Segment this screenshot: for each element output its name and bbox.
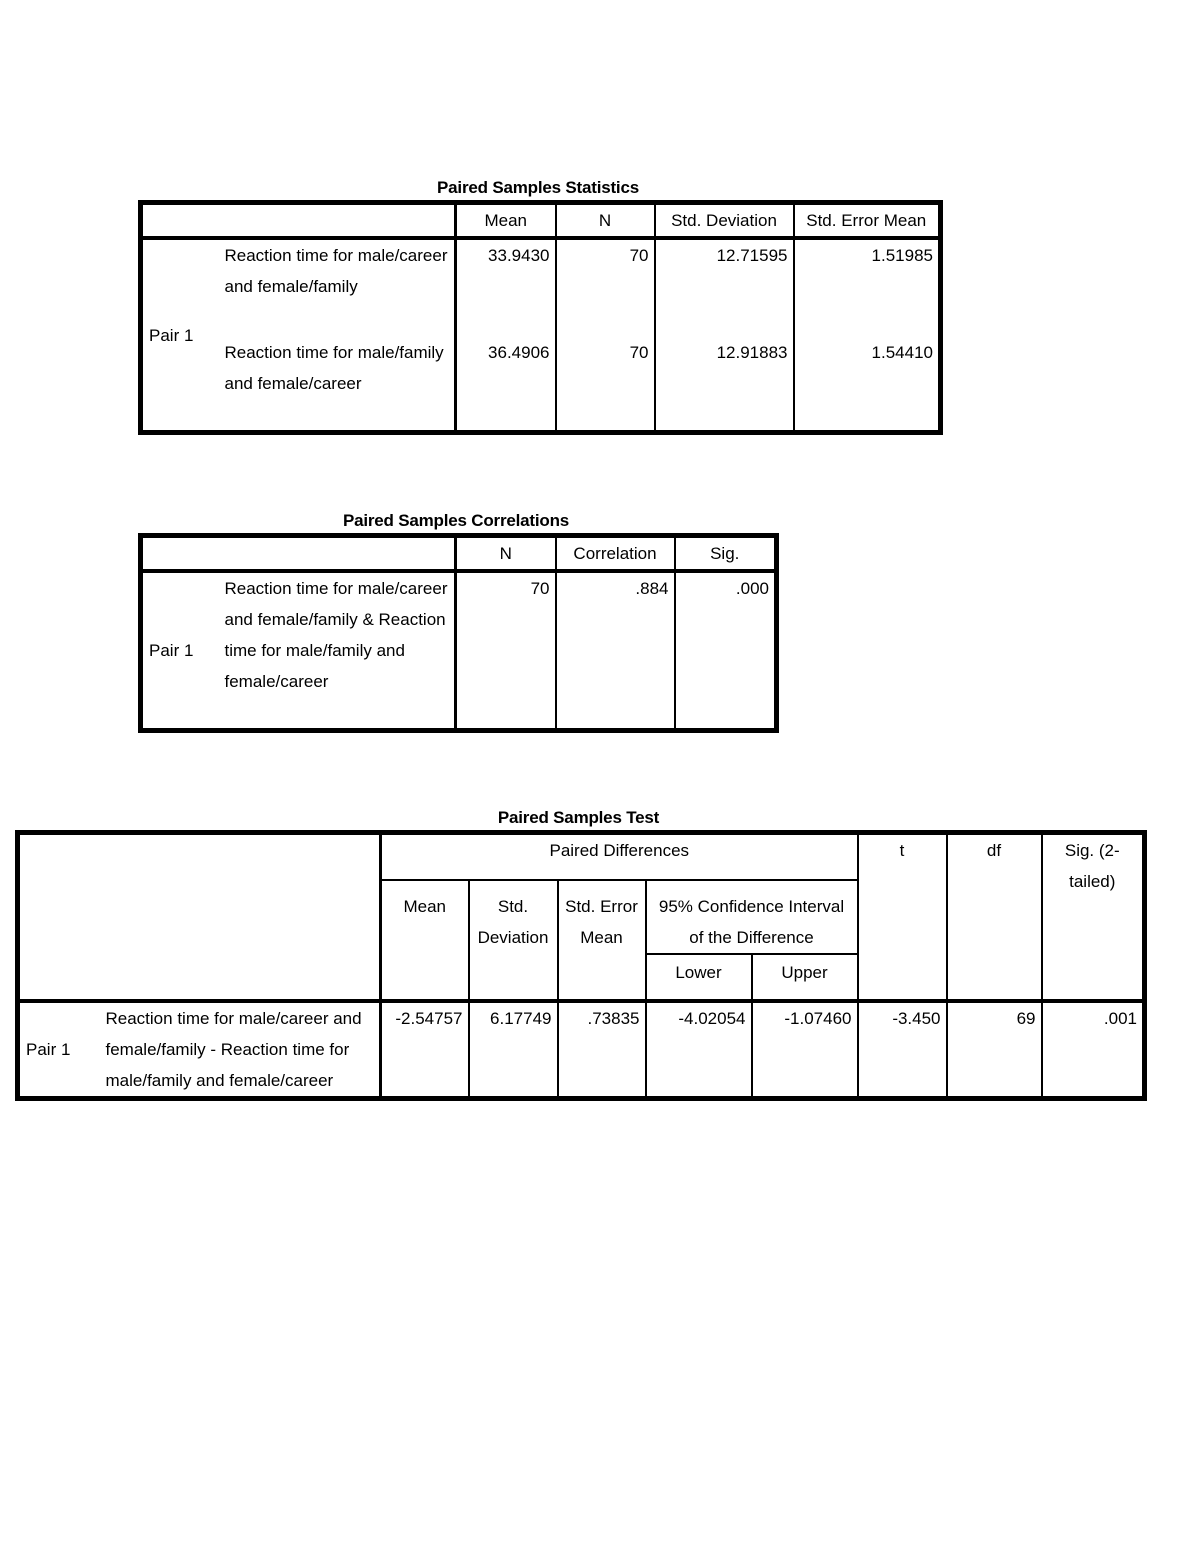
- stats-row-label-1: Reaction time for male/career and female/family: [221, 238, 456, 337]
- stats-sd-2: 12.91883: [655, 337, 794, 433]
- stats-pair-label: Pair 1: [141, 238, 221, 433]
- test-col-lower: Lower: [646, 954, 752, 1001]
- stats-col-sem: Std. Error Mean: [794, 203, 941, 239]
- corr-table: [138, 533, 779, 733]
- test-col-sig: Sig. (2-tailed): [1042, 833, 1145, 1002]
- test-table: [15, 830, 1147, 1101]
- stats-mean-1: 33.9430: [456, 238, 556, 337]
- stats-col-sd: Std. Deviation: [655, 203, 794, 239]
- corr-n: 70: [456, 571, 556, 731]
- stats-header-row: [141, 203, 941, 239]
- corr-value: .884: [556, 571, 675, 731]
- corr-col-correlation: Correlation: [556, 536, 675, 572]
- test-sem: .73835: [558, 1001, 646, 1099]
- stats-sem-2: 1.54410: [794, 337, 941, 433]
- corr-col-n: N: [456, 536, 556, 572]
- stats-row-1: [141, 238, 941, 337]
- test-col-mean: Mean: [381, 880, 469, 1001]
- corr-title: Paired Samples Correlations: [342, 511, 570, 530]
- corr-row: [141, 571, 777, 731]
- stats-row-label-2: Reaction time for male/family and female/career: [221, 337, 456, 433]
- test-corner: [18, 833, 381, 1002]
- corr-pair-label: Pair 1: [141, 571, 221, 731]
- test-df: 69: [947, 1001, 1042, 1099]
- test-col-t: t: [858, 833, 947, 1002]
- test-sd: 6.17749: [469, 1001, 558, 1099]
- test-col-sem: Std. Error Mean: [558, 880, 646, 1001]
- test-col-sd: Std. Deviation: [469, 880, 558, 1001]
- stats-n-2: 70: [556, 337, 655, 433]
- test-col-df: df: [947, 833, 1042, 1002]
- corr-header-row: [141, 536, 777, 572]
- corr-row-label: Reaction time for male/career and female/family & Reaction time for male/family and female/career: [221, 571, 456, 731]
- stats-col-n: N: [556, 203, 655, 239]
- test-row: [18, 1001, 1145, 1099]
- stats-col-mean: Mean: [456, 203, 556, 239]
- stats-sd-1: 12.71595: [655, 238, 794, 337]
- test-mean: -2.54757: [381, 1001, 469, 1099]
- test-title: Paired Samples Test: [497, 808, 660, 827]
- stats-table: [138, 200, 943, 435]
- stats-n-1: 70: [556, 238, 655, 337]
- test-pair-label: Pair 1: [18, 1001, 102, 1099]
- stats-sem-1: 1.51985: [794, 238, 941, 337]
- stats-title: Paired Samples Statistics: [437, 178, 639, 197]
- stats-row-2: [141, 337, 941, 433]
- test-col-upper: Upper: [752, 954, 858, 1001]
- test-t: -3.450: [858, 1001, 947, 1099]
- corr-sig: .000: [675, 571, 777, 731]
- stats-mean-2: 36.4906: [456, 337, 556, 433]
- test-group-header: Paired Differences: [381, 833, 858, 881]
- test-header-row-1: [18, 833, 1145, 881]
- test-row-label: Reaction time for male/career and female/family - Reaction time for male/family and female/career: [102, 1001, 381, 1099]
- test-lower: -4.02054: [646, 1001, 752, 1099]
- stats-corner: [141, 203, 456, 239]
- test-sig: .001: [1042, 1001, 1145, 1099]
- corr-col-sig: Sig.: [675, 536, 777, 572]
- test-col-ci: 95% Confidence Interval of the Difference: [646, 880, 858, 954]
- test-upper: -1.07460: [752, 1001, 858, 1099]
- corr-corner: [141, 536, 456, 572]
